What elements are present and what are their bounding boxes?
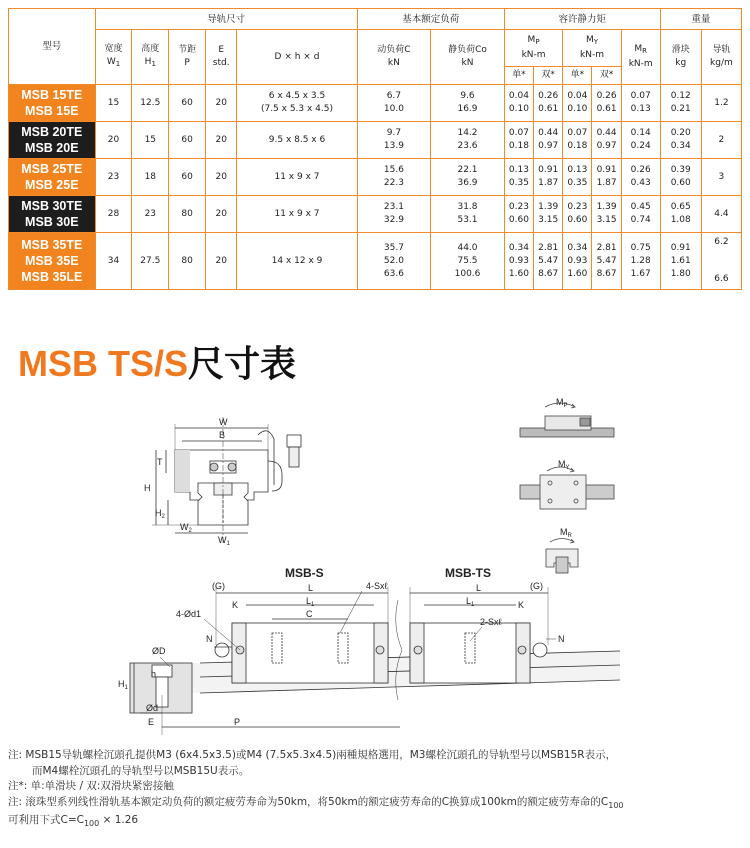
- header-block-weight: 滑块 kg: [660, 30, 701, 85]
- header-static-moment: 容许静力矩: [504, 9, 660, 30]
- cell-co: 9.6 16.9: [431, 85, 505, 122]
- header-rail-dims: 导轨尺寸: [95, 9, 357, 30]
- cell-block: 0.65 1.08: [660, 196, 701, 233]
- cell-mp-s: 0.07 0.18: [504, 122, 533, 159]
- label-mp: $M_P$: [556, 397, 568, 409]
- cell-w1: 28: [95, 196, 132, 233]
- header-weight: 重量: [660, 9, 741, 30]
- cell-mp-s: 0.34 0.93 1.60: [504, 233, 533, 290]
- label-2sx: 2-Sxℓ: [480, 617, 502, 627]
- header-my-single: 单*: [563, 67, 592, 85]
- cell-block: 0.12 0.21: [660, 85, 701, 122]
- label-l-left: L: [308, 583, 314, 593]
- header-e: E std.: [206, 30, 237, 85]
- label-w2: $W_2$: [180, 522, 192, 534]
- table-row: [9, 122, 742, 159]
- cell-my-s: 0.04 0.10: [563, 85, 592, 122]
- moment-mr-icon: [546, 539, 578, 574]
- label-od: ØD: [152, 646, 166, 656]
- cell-mp-d: 0.91 1.87: [534, 159, 563, 196]
- cell-c: 35.7 52.0 63.6: [357, 233, 431, 290]
- cell-mp-s: 0.04 0.10: [504, 85, 533, 122]
- cell-c: 9.7 13.9: [357, 122, 431, 159]
- cell-my-d: 2.81 5.47 8.67: [592, 233, 621, 290]
- model-cell: [9, 196, 96, 233]
- label-c: C: [306, 609, 313, 619]
- label-h: H: [144, 483, 151, 493]
- cell-mr: 0.07 0.13: [621, 85, 660, 122]
- label-4d1: 4-Ød1: [176, 609, 202, 619]
- header-static-load: 静负荷Co kN: [431, 30, 505, 85]
- cell-block: 0.39 0.60: [660, 159, 701, 196]
- cell-my-d: 0.44 0.97: [592, 122, 621, 159]
- table-row: [9, 196, 742, 233]
- label-h2: $H_2$: [155, 508, 165, 520]
- label-h1: $H_1$: [118, 679, 128, 691]
- cell-rail: 4.4: [701, 196, 741, 233]
- model-cell: [9, 159, 96, 196]
- label-h-small: h: [151, 669, 157, 679]
- cell-rail: 3: [701, 159, 741, 196]
- dimension-drawing: [0, 395, 750, 740]
- label-t: T: [157, 457, 163, 467]
- cell-e: 20: [206, 122, 237, 159]
- cell-w1: 20: [95, 122, 132, 159]
- cell-my-d: 0.26 0.61: [592, 85, 621, 122]
- cell-block: 0.20 0.34: [660, 122, 701, 159]
- label-k-left: K: [232, 600, 239, 610]
- label-mr: $M_R$: [560, 527, 572, 539]
- cell-mr: 0.75 1.28 1.67: [621, 233, 660, 290]
- cell-p: 80: [169, 233, 206, 290]
- model-name: MSB 25TE: [21, 162, 83, 176]
- cell-my-s: 0.13 0.35: [563, 159, 592, 196]
- header-mp: $M_P$ kN-m: [504, 30, 562, 67]
- cell-co: 14.2 23.6: [431, 122, 505, 159]
- cell-c: 23.1 32.9: [357, 196, 431, 233]
- cell-dhd: 6 x 4.5 x 3.5 (7.5 x 5.3 x 4.5): [237, 85, 357, 122]
- cell-p: 80: [169, 196, 206, 233]
- table-row: [9, 233, 742, 290]
- label-msb-ts: MSB-TS: [445, 566, 491, 580]
- cell-mp-d: 0.26 0.61: [534, 85, 563, 122]
- header-my: $M_Y$ kN-m: [563, 30, 621, 67]
- cell-h1: 12.5: [132, 85, 169, 122]
- cell-dhd: 9.5 x 8.5 x 6: [237, 122, 357, 159]
- label-l1-left: $L_1$: [306, 596, 315, 608]
- cell-my-d: 0.91 1.87: [592, 159, 621, 196]
- header-p: 节距 P: [169, 30, 206, 85]
- cell-mp-d: 1.39 3.15: [534, 196, 563, 233]
- cell-h1: 15: [132, 122, 169, 159]
- cell-co: 31.8 53.1: [431, 196, 505, 233]
- moment-my-icon: [520, 467, 614, 509]
- model-name: MSB 30TE: [21, 199, 83, 213]
- header-rail-weight: 导轨 kg/m: [701, 30, 741, 85]
- model-name: MSB 25E: [25, 178, 79, 192]
- header-my-double: 双*: [592, 67, 621, 85]
- page-title: [18, 336, 296, 390]
- model-cell: [9, 233, 96, 290]
- cell-mr: 0.14 0.24: [621, 122, 660, 159]
- label-g-left: (G): [212, 581, 225, 591]
- model-cell: [9, 85, 96, 122]
- cell-my-s: 0.34 0.93 1.60: [563, 233, 592, 290]
- model-name: MSB 35TE: [21, 238, 83, 252]
- label-w1: $W_1$: [218, 535, 230, 547]
- cell-rail: 6.2 6.6: [701, 233, 741, 290]
- model-name: MSB 20TE: [21, 125, 83, 139]
- header-w1: 宽度 $W_1$: [95, 30, 132, 85]
- cell-block: 0.91 1.61 1.80: [660, 233, 701, 290]
- cell-co: 22.1 36.9: [431, 159, 505, 196]
- notes: [8, 748, 744, 832]
- spec-table: [8, 8, 742, 290]
- cell-dhd: 11 x 9 x 7: [237, 159, 357, 196]
- table-row: [9, 85, 742, 122]
- cell-mp-s: 0.23 0.60: [504, 196, 533, 233]
- cell-p: 60: [169, 122, 206, 159]
- note-2: 注*: 单:单滑块 / 双:双滑块紧密接触: [8, 780, 174, 792]
- spec-table-body: [9, 85, 742, 290]
- cell-e: 20: [206, 196, 237, 233]
- label-p: P: [234, 717, 241, 727]
- model-name: MSB 30E: [25, 215, 79, 229]
- page-title-latin: MSB TS/S: [18, 343, 189, 384]
- model-cell: [9, 122, 96, 159]
- cell-h1: 27.5: [132, 233, 169, 290]
- model-name: MSB 15TE: [21, 88, 83, 102]
- header-h1: 高度 $H_1$: [132, 30, 169, 85]
- header-dyn-load: 动负荷C kN: [357, 30, 431, 85]
- header-model: 型号: [9, 9, 96, 85]
- note-4: 可利用下式$C=C_{100} \times 1.26$: [8, 814, 139, 829]
- table-row: [9, 159, 742, 196]
- cell-e: 20: [206, 233, 237, 290]
- cell-w1: 15: [95, 85, 132, 122]
- cell-mp-d: 0.44 0.97: [534, 122, 563, 159]
- cell-w1: 23: [95, 159, 132, 196]
- cell-co: 44.0 75.5 100.6: [431, 233, 505, 290]
- cell-mp-s: 0.13 0.35: [504, 159, 533, 196]
- cell-rail: 2: [701, 122, 741, 159]
- cell-h1: 23: [132, 196, 169, 233]
- side-view: [130, 587, 620, 735]
- cell-mr: 0.45 0.74: [621, 196, 660, 233]
- model-name: MSB 15E: [25, 104, 79, 118]
- label-l-right: L: [476, 583, 482, 593]
- cell-p: 60: [169, 159, 206, 196]
- cell-my-s: 0.23 0.60: [563, 196, 592, 233]
- label-g-right: (G): [530, 581, 543, 591]
- label-k-right: K: [518, 600, 525, 610]
- label-od-small: Ød: [146, 703, 159, 713]
- cell-c: 15.6 22.3: [357, 159, 431, 196]
- label-n-left: N: [206, 634, 213, 644]
- cell-p: 60: [169, 85, 206, 122]
- label-my: $M_Y$: [558, 459, 570, 471]
- cell-c: 6.7 10.0: [357, 85, 431, 122]
- model-name: MSB 35E: [25, 254, 79, 268]
- cell-w1: 34: [95, 233, 132, 290]
- header-dhd: D × h × d: [237, 30, 357, 85]
- note-3: 注: 滚珠型系列线性滑轨基本额定动负荷的额定疲劳寿命为50km，将50km的额定疲劳寿命的C换算成100km的额定疲劳寿命的$C_{100}$: [8, 795, 624, 810]
- note-1-cont: 而M4螺栓沉頭孔的导轨型号以MSB15U表示。: [32, 764, 250, 777]
- cell-my-d: 1.39 3.15: [592, 196, 621, 233]
- cell-mr: 0.26 0.43: [621, 159, 660, 196]
- page-title-cjk: 尺寸表: [188, 344, 297, 385]
- label-n-right: N: [558, 634, 565, 644]
- label-4sx: 4-Sxℓ: [366, 581, 388, 591]
- cell-dhd: 11 x 9 x 7: [237, 196, 357, 233]
- cell-dhd: 14 x 12 x 9: [237, 233, 357, 290]
- header-mp-single: 单*: [504, 67, 533, 85]
- label-w: W: [219, 417, 228, 427]
- model-name: MSB 35LE: [21, 270, 83, 284]
- cell-mp-d: 2.81 5.47 8.67: [534, 233, 563, 290]
- cell-my-s: 0.07 0.18: [563, 122, 592, 159]
- label-l1-right: $L_1$: [466, 596, 475, 608]
- label-e: E: [148, 717, 155, 727]
- model-name: MSB 20E: [25, 141, 79, 155]
- header-basic-load: 基本额定负荷: [357, 9, 504, 30]
- cell-rail: 1.2: [701, 85, 741, 122]
- cell-e: 20: [206, 159, 237, 196]
- header-mp-double: 双*: [534, 67, 563, 85]
- cross-section-view: [152, 417, 301, 543]
- header-mr: $M_R$ kN-m: [621, 30, 660, 85]
- cell-h1: 18: [132, 159, 169, 196]
- label-b: B: [219, 430, 226, 440]
- label-msb-s: MSB-S: [285, 566, 324, 580]
- cell-e: 20: [206, 85, 237, 122]
- note-1: 注: MSB15导轨螺栓沉頭孔提供M3 (6x4.5x3.5)或M4 (7.5x5.3x4.5)兩種規格選用，M3螺栓沉頭孔的导轨型号以MSB15R表示，: [8, 749, 617, 761]
